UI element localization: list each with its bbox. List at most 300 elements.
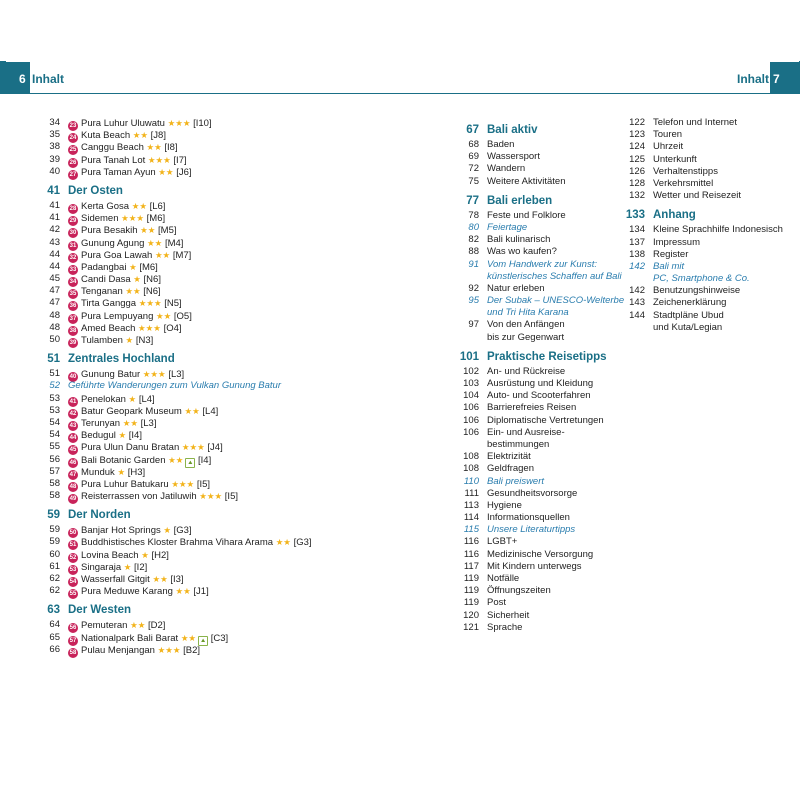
toc-entry[interactable] <box>629 236 793 249</box>
rating-stars-icon: ★★ <box>132 130 149 141</box>
toc-section-heading[interactable] <box>47 508 398 522</box>
toc-entry[interactable] <box>463 512 617 524</box>
toc-entry[interactable] <box>49 297 398 310</box>
toc-page-number: 91 <box>468 258 479 270</box>
sight-number-marker: 25 <box>69 147 77 154</box>
toc-page-number: 48 <box>49 321 60 333</box>
toc-entry-title: Reisterrassen von Jatiluwih <box>81 491 197 503</box>
toc-feature-entry[interactable] <box>629 260 793 273</box>
toc-page-number: 47 <box>49 285 60 297</box>
map-reference: [H3] <box>127 466 146 478</box>
toc-entry[interactable] <box>463 463 617 475</box>
toc-entry[interactable] <box>49 309 398 322</box>
toc-entry[interactable] <box>463 499 617 512</box>
toc-page-number: 41 <box>47 184 60 197</box>
toc-entry[interactable] <box>463 560 617 573</box>
toc-entry[interactable] <box>49 248 398 261</box>
toc-page-number: 53 <box>49 404 60 416</box>
toc-entry[interactable] <box>49 631 398 644</box>
running-title-right: Inhalt <box>737 72 769 86</box>
toc-entry[interactable] <box>463 609 617 622</box>
toc-entry-title: Wetter und Reisezeit <box>653 190 742 202</box>
toc-entry[interactable] <box>463 414 617 427</box>
toc-entry-title: Mit Kindern unterwegs <box>487 560 582 572</box>
toc-entry-title: Natur erleben <box>487 282 545 294</box>
toc-page-number: 34 <box>49 117 60 128</box>
toc-entry-title: Zeichenerklärung <box>653 297 727 309</box>
toc-page-number: 56 <box>49 453 60 465</box>
rating-stars-icon: ★★★ <box>171 478 195 489</box>
map-reference: [L4] <box>138 393 155 405</box>
toc-page-number: 102 <box>463 365 479 377</box>
map-reference: [J4] <box>207 442 223 454</box>
toc-page-number: 41 <box>49 212 60 224</box>
rating-stars-icon: ★★★ <box>142 369 166 380</box>
rating-stars-icon: ★★ <box>184 405 200 416</box>
toc-page-number: 119 <box>463 585 479 597</box>
toc-entry-title: Telefon und Internet <box>653 117 737 128</box>
toc-entry-title: künstlerisches Schaffen auf Bali <box>487 270 622 282</box>
toc-page-number: 66 <box>49 643 60 655</box>
toc-entry[interactable] <box>629 177 793 190</box>
toc-entry-title: Impressum <box>653 236 700 248</box>
toc-page-number: 138 <box>629 248 645 260</box>
toc-page-number: 58 <box>49 477 60 489</box>
toc-entry[interactable] <box>49 141 398 154</box>
toc-entry-title: bis zur Gegenwart <box>487 331 565 343</box>
toc-feature-entry[interactable] <box>487 307 617 319</box>
toc-entry[interactable] <box>653 322 793 334</box>
toc-entry[interactable] <box>49 524 398 537</box>
toc-entry[interactable] <box>463 597 617 609</box>
toc-entry[interactable] <box>629 190 793 202</box>
toc-feature-entry[interactable] <box>468 221 617 234</box>
toc-entry-title: Was wo kaufen? <box>487 246 557 258</box>
toc-entry[interactable] <box>49 334 398 346</box>
toc-entry-title: Pura Tanah Lot <box>81 154 146 166</box>
toc-entry-title: Praktische Reisetipps <box>487 350 607 363</box>
toc-entry[interactable] <box>49 573 398 585</box>
toc-entry-title: Pemuteran <box>81 620 128 632</box>
toc-entry-title: Register <box>653 248 689 260</box>
map-reference: [O4] <box>163 322 182 334</box>
toc-entry-title: Unterkunft <box>653 153 697 165</box>
rating-stars-icon: ★★ <box>168 454 184 465</box>
toc-entry-title: Tulamben <box>81 335 123 346</box>
toc-page-number: 143 <box>629 297 645 309</box>
sight-number-marker: 27 <box>69 171 77 178</box>
toc-entry[interactable] <box>49 199 398 212</box>
toc-entry-title: Singaraja <box>81 561 122 573</box>
sight-number-marker: 43 <box>69 422 77 429</box>
toc-entry[interactable] <box>49 153 398 166</box>
toc-page-number: 45 <box>49 273 60 285</box>
toc-entry[interactable] <box>49 129 398 142</box>
toc-entry[interactable] <box>468 319 617 331</box>
rating-stars-icon: ★ <box>133 274 141 285</box>
toc-entry-title: Bedugul <box>81 430 116 442</box>
toc-entry-title: Pura Ulun Danu Bratan <box>81 442 180 454</box>
toc-page-number: 117 <box>463 560 479 572</box>
toc-entry[interactable] <box>463 451 617 463</box>
toc-entry[interactable] <box>49 321 398 334</box>
toc-entry-title: Barrierefreies Reisen <box>487 402 577 414</box>
rating-stars-icon: ★★★ <box>138 322 161 333</box>
toc-entry-title: Der Westen <box>68 604 132 617</box>
toc-entry-title: Informationsquellen <box>487 512 570 524</box>
toc-page-number: 59 <box>49 536 60 548</box>
toc-page-number: 92 <box>468 282 479 294</box>
toc-entry[interactable] <box>49 536 398 549</box>
toc-page-number: 44 <box>49 260 60 272</box>
toc-page-number: 50 <box>49 334 60 345</box>
toc-entry-title: Zentrales Hochland <box>68 353 175 366</box>
map-reference: [L4] <box>202 405 219 417</box>
map-reference: [J6] <box>176 166 192 178</box>
rating-stars-icon: ★★ <box>275 537 291 548</box>
toc-entry[interactable] <box>468 139 617 151</box>
toc-entry-title: Pura Meduwe Karang <box>81 586 173 598</box>
toc-entry-title: PC, Smartphone & Co. <box>653 273 750 285</box>
toc-entry[interactable] <box>49 212 398 225</box>
toc-page-number: 111 <box>464 487 479 499</box>
sight-number-marker: 23 <box>69 123 77 129</box>
toc-entry[interactable] <box>468 163 617 175</box>
sight-number-marker: 33 <box>69 266 77 273</box>
toc-page-number: 137 <box>629 236 645 248</box>
toc-page-number: 57 <box>49 465 60 477</box>
map-reference: [I3] <box>170 574 184 585</box>
toc-entry[interactable] <box>49 165 398 178</box>
toc-page-number: 59 <box>47 509 60 522</box>
toc-entry-title: Bali aktiv <box>487 124 538 136</box>
toc-page-number: 119 <box>463 573 479 584</box>
toc-entry[interactable] <box>468 175 617 188</box>
toc-entry-title: Canggu Beach <box>81 142 144 154</box>
toc-entry[interactable] <box>629 141 793 153</box>
sight-number-marker: 29 <box>69 218 77 225</box>
toc-page-number: 144 <box>629 309 645 321</box>
toc-entry[interactable] <box>463 402 617 414</box>
toc-entry[interactable] <box>629 224 793 236</box>
toc-entry[interactable] <box>49 273 398 286</box>
rating-stars-icon: ★★★ <box>147 154 171 165</box>
toc-entry[interactable] <box>49 404 398 417</box>
toc-page-number: 39 <box>49 153 60 165</box>
toc-entry[interactable] <box>468 151 617 163</box>
toc-section-heading[interactable] <box>47 352 398 366</box>
toc-page-number: 116 <box>463 536 479 548</box>
toc-entry[interactable] <box>49 453 398 466</box>
toc-entry[interactable] <box>49 117 398 129</box>
sight-number-marker: 50 <box>69 530 77 537</box>
toc-entry-title: Terunyan <box>81 417 121 429</box>
map-reference: [J8] <box>150 130 166 142</box>
rating-stars-icon: ★ <box>128 393 137 404</box>
toc-entry[interactable] <box>629 309 793 322</box>
toc-entry-title: Bali kulinarisch <box>487 234 551 246</box>
toc-page-number: 61 <box>49 560 60 572</box>
toc-entry[interactable] <box>629 129 793 141</box>
toc-entry[interactable] <box>463 548 617 561</box>
toc-page-number: 115 <box>463 524 479 536</box>
sight-number-marker: 37 <box>69 315 77 322</box>
toc-entry-title: Nationalpark Bali Barat <box>81 632 179 644</box>
sight-number-marker: 38 <box>69 327 77 334</box>
toc-entry-title: Stadtpläne Ubud <box>653 309 724 321</box>
toc-entry-title: Sidemen <box>81 213 119 225</box>
toc-section-heading[interactable] <box>47 603 398 617</box>
toc-entry-title: Uhrzeit <box>653 141 684 153</box>
toc-entry-title: Verkehrsmittel <box>653 177 714 189</box>
sight-number-marker: 42 <box>69 410 77 417</box>
toc-entry-title: Sprache <box>487 621 523 633</box>
toc-entry[interactable] <box>629 297 793 309</box>
toc-page-number: 69 <box>468 151 479 163</box>
map-reference: [M5] <box>158 225 177 237</box>
toc-page-number: 42 <box>49 224 60 236</box>
toc-feature-entry[interactable] <box>463 524 617 536</box>
toc-feature-entry[interactable] <box>49 380 398 392</box>
toc-page-number: 55 <box>49 441 60 453</box>
toc-entry[interactable] <box>629 165 793 178</box>
sight-number-marker: 35 <box>69 291 77 298</box>
toc-page-number: 40 <box>49 165 60 177</box>
toc-entry[interactable] <box>49 643 398 656</box>
toc-page-number: 67 <box>466 124 479 136</box>
toc-entry[interactable] <box>49 585 398 598</box>
toc-entry-title: Feste und Folklore <box>487 209 566 221</box>
toc-feature-entry[interactable] <box>653 273 793 285</box>
hiking-trail-icon: ⛰ <box>185 458 195 468</box>
toc-entry-title: Wandern <box>487 163 526 175</box>
toc-feature-entry[interactable] <box>487 270 622 283</box>
toc-entry[interactable] <box>49 548 398 561</box>
toc-entry-title: Buddhistisches Kloster Brahma Vihara Arama <box>81 537 274 549</box>
rating-stars-icon: ★ <box>118 430 127 441</box>
toc-entry-title: Bali Botanic Garden <box>81 454 166 466</box>
sight-number-marker: 30 <box>69 230 77 237</box>
sight-number-marker: 54 <box>69 579 77 585</box>
toc-entry-title: Amed Beach <box>81 322 136 334</box>
toc-entry[interactable] <box>463 378 617 390</box>
toc-entry-title: Bali preiswert <box>487 475 545 487</box>
toc-entry-title: Verhaltenstipps <box>653 165 718 177</box>
toc-page-number: 64 <box>49 619 60 631</box>
sight-number-marker: 34 <box>69 279 77 286</box>
toc-entry-title: Wasserfall Gitgit <box>81 574 150 585</box>
rating-stars-icon: ★★ <box>130 620 146 631</box>
toc-entry[interactable] <box>49 416 398 429</box>
toc-entry-title: Pura Goa Lawah <box>81 249 153 261</box>
toc-entry[interactable] <box>49 465 398 478</box>
map-reference: [H2] <box>151 549 169 561</box>
toc-page-number: 54 <box>49 416 60 428</box>
toc-entry[interactable] <box>629 285 793 297</box>
toc-entry-title: Medizinische Versorgung <box>487 548 594 560</box>
rating-stars-icon: ★★★ <box>138 298 162 309</box>
toc-page-number: 78 <box>468 209 479 221</box>
toc-page-number: 59 <box>49 524 60 536</box>
rating-stars-icon: ★★★ <box>199 491 223 502</box>
toc-entry-title: Feiertage <box>487 221 528 233</box>
toc-entry-title: Ein- und Ausreise- <box>487 426 565 438</box>
rating-stars-icon: ★★ <box>175 586 191 597</box>
toc-entry[interactable] <box>49 619 398 632</box>
sight-number-marker: 58 <box>69 649 77 656</box>
toc-page-number: 126 <box>629 165 645 177</box>
toc-section-heading[interactable] <box>459 350 617 364</box>
toc-entry-title: Sicherheit <box>487 609 530 621</box>
toc-entry-title: bestimmungen <box>487 438 550 450</box>
toc-entry[interactable] <box>468 234 617 246</box>
toc-page-number: 128 <box>629 177 645 189</box>
toc-entry-title: Tenganan <box>81 286 123 298</box>
map-reference: [N6] <box>143 286 161 298</box>
toc-entry[interactable] <box>49 224 398 237</box>
toc-page-number: 60 <box>49 548 60 560</box>
toc-page-number: 108 <box>463 463 479 475</box>
map-reference: [N5] <box>164 298 182 310</box>
toc-entry-title: Pura Luhur Uluwatu <box>81 118 165 129</box>
map-reference: [O5] <box>173 310 192 322</box>
toc-entry-title: Gunung Agung <box>81 237 145 249</box>
sight-number-marker: 24 <box>69 135 77 142</box>
toc-section-heading[interactable] <box>47 184 398 198</box>
toc-entry[interactable] <box>463 390 617 402</box>
rating-stars-icon: ★★ <box>140 225 156 236</box>
toc-entry[interactable] <box>463 585 617 597</box>
rating-stars-icon: ★★ <box>122 417 138 428</box>
toc-page-number: 72 <box>468 163 479 175</box>
page-number-right: 7 <box>773 72 780 86</box>
toc-entry[interactable] <box>49 560 398 573</box>
toc-entry[interactable] <box>468 246 617 258</box>
toc-entry[interactable] <box>629 153 793 166</box>
toc-page-number: 41 <box>49 199 60 211</box>
toc-section-heading[interactable] <box>466 194 617 208</box>
toc-page-number: 54 <box>49 429 60 441</box>
toc-entry-title: Wassersport <box>487 151 540 163</box>
toc-page-number: 53 <box>49 392 60 404</box>
toc-entry[interactable] <box>629 117 793 129</box>
toc-entry-title: Benutzungshinweise <box>653 285 741 297</box>
toc-entry-title: Batur Geopark Museum <box>81 405 182 417</box>
toc-entry[interactable] <box>463 365 617 378</box>
toc-entry[interactable] <box>463 426 617 439</box>
map-reference: [I5] <box>196 478 211 490</box>
toc-page-number: 43 <box>49 236 60 248</box>
toc-section-heading[interactable] <box>466 123 617 137</box>
toc-entry-title: Öffnungszeiten <box>487 585 551 597</box>
toc-entry-title: LGBT+ <box>487 536 518 548</box>
toc-feature-entry[interactable] <box>463 475 617 488</box>
toc-page-number: 47 <box>49 297 60 309</box>
toc-entry-title: Elektrizität <box>487 451 531 463</box>
toc-entry[interactable] <box>49 285 398 298</box>
toc-page-number: 106 <box>463 402 479 414</box>
map-reference: [I8] <box>164 142 178 154</box>
toc-page-number: 62 <box>49 573 60 584</box>
toc-page-number: 35 <box>49 129 60 141</box>
toc-entry[interactable] <box>464 487 617 500</box>
toc-entry-title: Geführte Wanderungen zum Vulkan Gunung Batur <box>68 380 282 392</box>
toc-entry[interactable] <box>463 536 617 548</box>
toc-entry-title: Touren <box>653 129 683 141</box>
toc-entry[interactable] <box>49 477 398 490</box>
toc-entry-title: Anhang <box>653 209 696 222</box>
map-reference: [L3] <box>168 369 185 381</box>
rating-stars-icon: ★ <box>123 561 132 572</box>
toc-page-number: 80 <box>468 221 479 233</box>
toc-page-number: 106 <box>463 426 479 438</box>
sight-number-marker: 39 <box>69 340 77 346</box>
toc-entry[interactable] <box>463 621 617 634</box>
map-reference: [I2] <box>134 561 148 573</box>
toc-entry[interactable] <box>49 260 398 273</box>
toc-entry[interactable] <box>487 439 617 451</box>
toc-entry-title: Pulau Menjangan <box>81 644 155 656</box>
toc-entry-title: Vom Handwerk zur Kunst: <box>487 258 597 270</box>
toc-entry[interactable] <box>629 248 793 261</box>
rating-stars-icon: ★★ <box>147 237 163 248</box>
sight-number-marker: 49 <box>69 496 77 503</box>
map-reference: [M4] <box>164 237 184 249</box>
toc-entry-title: Hygiene <box>487 499 522 511</box>
map-reference: [I7] <box>173 154 187 166</box>
toc-entry[interactable] <box>49 236 398 249</box>
toc-page-number: 119 <box>463 597 479 609</box>
rating-stars-icon: ★★ <box>146 142 162 153</box>
header-rule-right <box>400 93 800 94</box>
toc-page-number: 65 <box>49 631 60 643</box>
toc-feature-entry[interactable] <box>468 258 617 271</box>
toc-page-number: 113 <box>463 499 479 511</box>
toc-entry-title: und Tri Hita Karana <box>487 307 569 319</box>
sight-number-marker: 40 <box>69 374 77 381</box>
map-reference: [I5] <box>224 491 238 503</box>
toc-section-heading[interactable] <box>625 208 793 222</box>
toc-column-3 <box>625 117 793 334</box>
toc-entry[interactable] <box>487 332 617 344</box>
toc-entry[interactable] <box>468 209 617 222</box>
toc-page-number: 77 <box>466 194 479 207</box>
rating-stars-icon: ★ <box>125 335 134 345</box>
sight-number-marker: 47 <box>69 471 77 478</box>
toc-page-number: 95 <box>468 295 479 307</box>
toc-entry[interactable] <box>49 368 398 381</box>
rating-stars-icon: ★★ <box>154 249 171 260</box>
rating-stars-icon: ★★ <box>158 166 174 177</box>
toc-column-1 <box>47 117 398 656</box>
toc-entry-title: Ausrüstung und Kleidung <box>487 378 594 389</box>
toc-entry[interactable] <box>49 441 398 454</box>
toc-page-number: 48 <box>49 309 60 321</box>
map-reference: [G3] <box>293 537 312 549</box>
toc-entry[interactable] <box>463 573 617 585</box>
toc-entry-title: Munduk <box>81 466 115 478</box>
toc-entry[interactable] <box>49 429 398 442</box>
toc-page-number: 123 <box>629 129 645 141</box>
toc-entry[interactable] <box>468 282 617 295</box>
toc-column-2 <box>459 117 625 634</box>
sight-number-marker: 32 <box>69 254 77 261</box>
toc-feature-entry[interactable] <box>468 295 625 307</box>
toc-entry[interactable] <box>49 392 398 405</box>
rating-stars-icon: ★★ <box>156 310 172 321</box>
sight-number-marker: 41 <box>69 398 77 405</box>
toc-entry[interactable] <box>49 490 398 503</box>
